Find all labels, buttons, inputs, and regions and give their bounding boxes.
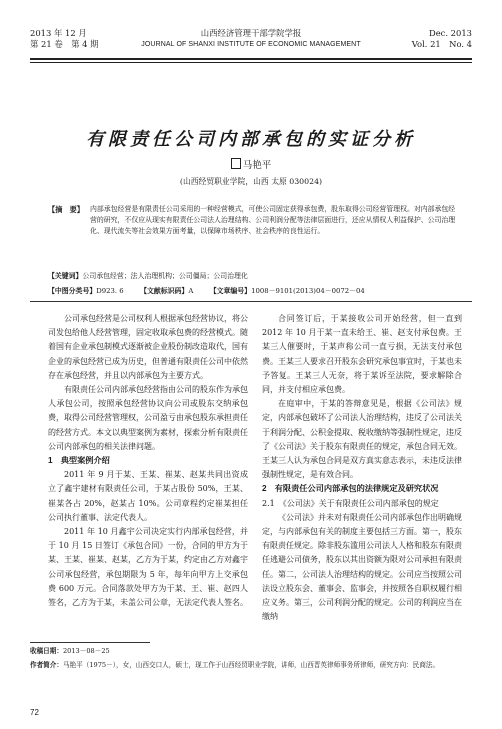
article-title: 有限责任公司内部承包的实证分析 xyxy=(86,129,416,150)
issue-date-line: 2013 年 12 月 xyxy=(30,28,87,38)
keywords-label: 【关键词】 xyxy=(48,273,83,280)
abstract-rule xyxy=(30,301,472,302)
received-label: 收稿日期： xyxy=(30,647,63,655)
doc-code-value: A xyxy=(188,287,194,295)
received-date: 2013－08－25 xyxy=(62,647,110,655)
section-heading: 1 典型案例介绍 xyxy=(48,456,110,466)
footnote-author xyxy=(30,660,470,671)
abstract xyxy=(48,204,458,238)
volume-en-line: Vol. 21 No. 4 xyxy=(411,39,472,49)
author-bio: 马艳平（1975－），女，山西交口人，硕士，现工作于山西经贸职业学院，讲师，山西晋英律师事务所律师，研究方向：民商法。 xyxy=(62,661,440,669)
journal-name-en: JOURNAL OF SHANXI INSTITUTE OF ECONOMIC MANAGEMENT xyxy=(141,41,361,48)
footnote-received xyxy=(30,646,470,657)
body-column-left xyxy=(48,312,248,610)
classification-line xyxy=(48,286,365,297)
doc-code-label: 【文献标识码】 xyxy=(140,288,189,295)
volume-line: 第 21 卷 第 4 期 xyxy=(30,39,99,49)
journal-header xyxy=(30,28,472,58)
article-id-label: 【文章编号】 xyxy=(209,288,252,295)
abstract-label: 【摘 要】 xyxy=(48,205,84,214)
paragraph: 公司承包经营是公司权利人根据承包经营协议，将公司发包给他人经营管理，固定收取承包费的经营模式。随着国有企业承包制模式逐渐被企业股份制改造取代，国有企业的承包经营已成为历史，但普通有限责任公司中依然存在承包经营，并且以内部承包为主要方式。 xyxy=(48,314,248,380)
paragraph: 合同签订后，于某接收公司开始经营，但一直到 2012 年 10 月于某一直未给王、崔、赵支付承包费。王某三人催要时，于某声称公司一直亏损，无法支付承包费。王某三人要求召开股东会研究承包事宜时，于某也未予答复。王某三人无奈，将于某诉至法院，要求解除合同，并支付相应承包费。 xyxy=(262,314,462,395)
subsection-heading: 2.1 《公司法》关于有限责任公司内部承包的规定 xyxy=(262,498,439,508)
keywords-text: 公司承包经营；法人治理机构；公司僵局；公司治理化 xyxy=(82,272,248,280)
author-affiliation: (山西经贸职业学院，山西 太原 030024) xyxy=(179,177,323,186)
section-heading: 2 有限责任公司内部承包的法律规定及研究状况 xyxy=(262,484,439,494)
journal-name xyxy=(30,28,472,50)
paragraph: 2011 年 10 月鑫宇公司决定实行内部承包经营，并于 10 月 15 日签订《承包合同》一份，合同的甲方为于某、王某、崔某、赵某，乙方为于某，约定由乙方对鑫宇公司承包经营，承包期限为 5 年，每年向甲方上交承包费 600 万元。合同落款处甲方为于某、王、崔、赵四人签名，乙方为于某，未盖公司公章，无法定代表人签名。 xyxy=(48,527,248,608)
author-bio-label: 作者简介： xyxy=(30,661,63,669)
paragraph: 有限责任公司内部承包经营指由公司的股东作为承包人承包公司，按照承包经营协议向公司或股东交纳承包费，取得公司经营管理权，公司盈亏由承包股东承担责任的经营方式。本文以典型案例为素材，探索分析有限责任公司内部承包的相关法律问题。 xyxy=(48,385,248,451)
author-line xyxy=(0,157,502,171)
clc-value: D923. 6 xyxy=(96,287,124,295)
body-column-right xyxy=(262,312,462,624)
paragraph: 在庭审中，于某的答辩意见是，根据《公司法》规定，内部承包破坏了公司法人治理结构，违反了公司法关于利润分配、公积金提取、税收缴纳等强制性规定，违反了《公司法》关于股东有限责任的规定，承包合同无效。王某三人认为承包合同是双方真实意志表示，未违反法律强制性规定，是有效合同。 xyxy=(262,399,462,480)
issue-date-en-line: Dec. 2013 xyxy=(429,28,472,38)
header-rule-thin xyxy=(30,62,472,63)
article-id-value: 1008－9101(2013)04－0072－04 xyxy=(251,287,365,295)
author-box-icon xyxy=(231,158,241,169)
page-number: 72 xyxy=(30,708,39,717)
abstract-text: 内部承包经营是有限责任公司采用的一种经营模式，可使公司固定获得承包费，股东取得公司经营管理权。对内部承包经营的研究，不仅应从现实有限责任公司法人治理结构、公司利润分配等法律层面进行，还应从情权人利益保护、公司治理化、现代流失等社会效果方面考量，以保障市场秩序、社会秩序的良性运行。 xyxy=(90,205,456,236)
clc-label: 【中图分类号】 xyxy=(48,288,97,295)
footnote-rule xyxy=(30,642,150,643)
keywords xyxy=(48,271,248,282)
paragraph: 2011 年 9 月于某、王某、崔某、赵某共同出资成立了鑫宇建材有限责任公司，于某占股份 50%，王某、崔某各占 20%，赵某占 10%。公司章程约定崔某担任公司执行董事、法定代表人。 xyxy=(48,470,248,522)
journal-name-cn: 山西经济管理干部学院学报 xyxy=(200,28,302,38)
author-name: 马艳平 xyxy=(242,160,272,171)
paragraph: 《公司法》并未对有限责任公司内部承包作出明确规定，与内部承包有关的制度主要包括三方面。第一，股东有限责任规定。除非股东滥用公司法人人格和股东有限责任逃避公司债务，股东以其出资额为限对公司承担有限责任。第二，公司法人治理结构的规定。公司应当按照公司法设立股东会、董事会、监事会，并按照各自职权履行相应义务。第三，公司利润分配的规定。公司的利润应当在缴纳 xyxy=(262,512,462,622)
issue-date-en xyxy=(412,28,472,50)
header-rule-thick xyxy=(30,58,472,60)
